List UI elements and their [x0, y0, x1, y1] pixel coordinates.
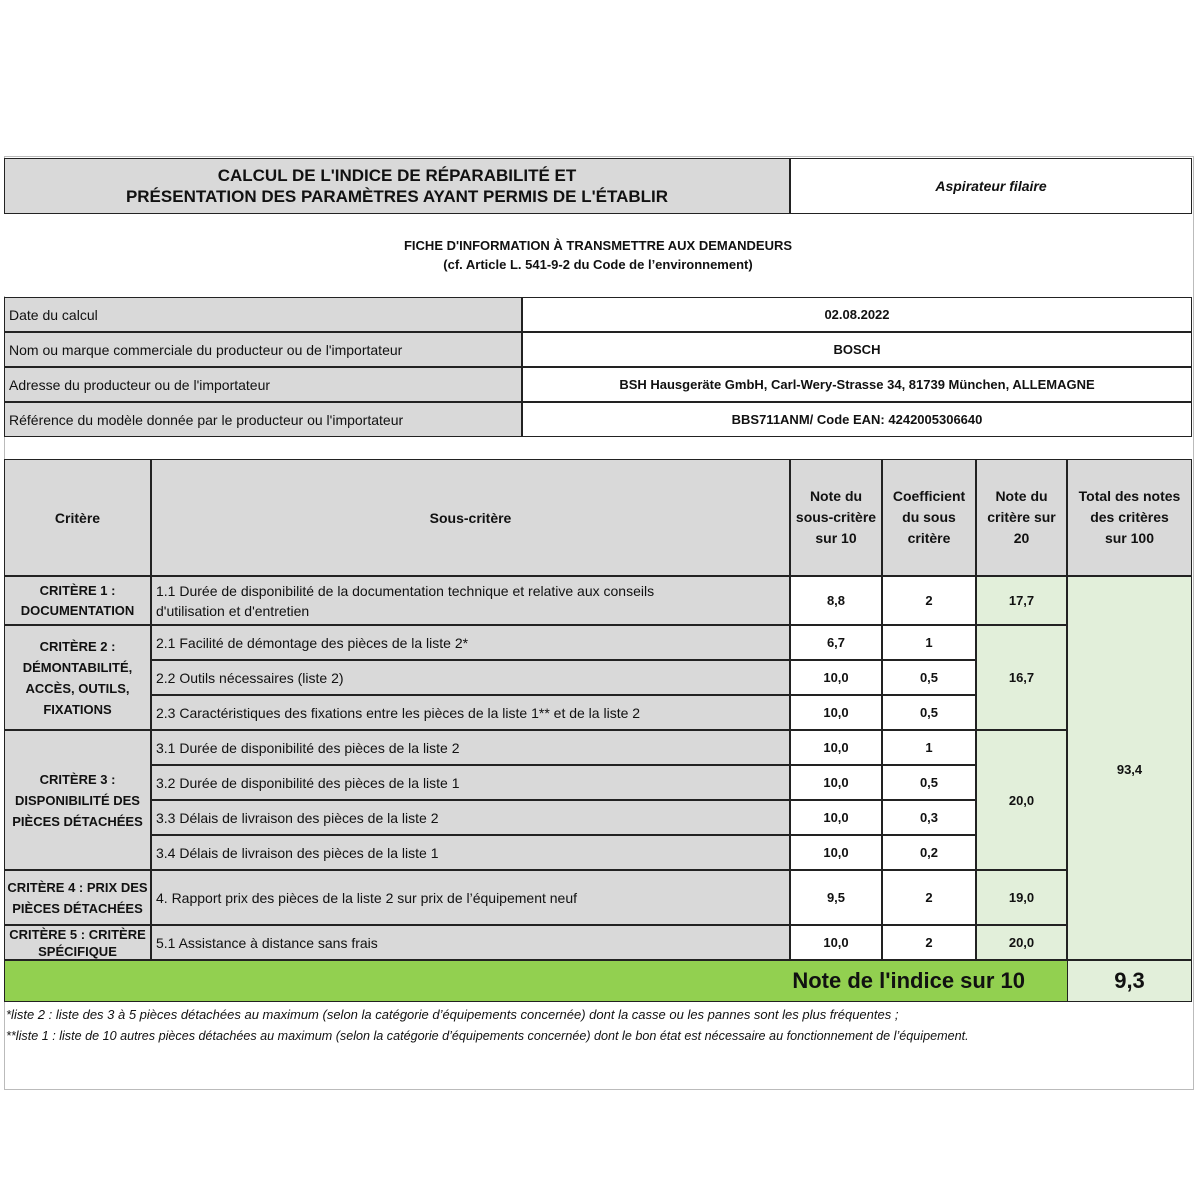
coef-3-4: 0,2 [882, 835, 976, 870]
product-type: Aspirateur filaire [790, 158, 1192, 214]
subtitle-line2: (cf. Article L. 541-9-2 du Code de l’environnement) [443, 257, 753, 272]
info-label-brand: Nom ou marque commerciale du producteur ou de l'importateur [4, 332, 522, 367]
criterion-3-note: 20,0 [976, 730, 1067, 870]
subcriterion-1-1: 1.1 Durée de disponibilité de la documentation technique et relative aux conseils d'utilisation et d'entretien [151, 576, 790, 625]
main-title [4, 158, 790, 214]
subcriterion-5-1: 5.1 Assistance à distance sans frais [151, 925, 790, 960]
main-title-line1: CALCUL DE L'INDICE DE RÉPARABILITÉ ET [217, 166, 577, 185]
total-score: 93,4 [1067, 576, 1192, 960]
subnote-5-1: 10,0 [790, 925, 882, 960]
main-title-line2: PRÉSENTATION DES PARAMÈTRES AYANT PERMIS DE L'ÉTABLIR [125, 187, 669, 206]
final-index-value: 9,3 [1067, 960, 1192, 1002]
criterion-2-note: 16,7 [976, 625, 1067, 730]
criterion-3-name: CRITÈRE 3 : DISPONIBILITÉ DES PIÈCES DÉTACHÉES [4, 730, 151, 870]
final-index-label: Note de l'indice sur 10 [792, 968, 1025, 993]
header-note-sous-critere: Note du sous-critère sur 10 [790, 459, 882, 576]
info-value-date: 02.08.2022 [522, 297, 1192, 332]
coef-3-3: 0,3 [882, 800, 976, 835]
subnote-3-4: 10,0 [790, 835, 882, 870]
footnote-liste-2: *liste 2 : liste des 3 à 5 pièces détachées au maximum (selon la catégorie d’équipements concernée) dont la casse ou les pannes sont les plus fréquentes ; [6, 1007, 899, 1022]
criterion-5-note: 20,0 [976, 925, 1067, 960]
criterion-1-name: CRITÈRE 1 : DOCUMENTATION [4, 576, 151, 625]
coef-3-2: 0,5 [882, 765, 976, 800]
header-critere: Critère [4, 459, 151, 576]
info-label-model: Référence du modèle donnée par le producteur ou l'importateur [4, 402, 522, 437]
subnote-3-1: 10,0 [790, 730, 882, 765]
subnote-3-2: 10,0 [790, 765, 882, 800]
subcriterion-2-2: 2.2 Outils nécessaires (liste 2) [151, 660, 790, 695]
coef-5-1: 2 [882, 925, 976, 960]
criterion-1-note: 17,7 [976, 576, 1067, 625]
coef-2-2: 0,5 [882, 660, 976, 695]
header-total: Total des notes des critères sur 100 [1067, 459, 1192, 576]
subnote-4: 9,5 [790, 870, 882, 925]
info-value-brand: BOSCH [522, 332, 1192, 367]
subcriterion-3-3: 3.3 Délais de livraison des pièces de la liste 2 [151, 800, 790, 835]
criterion-2-name: CRITÈRE 2 : DÉMONTABILITÉ, ACCÈS, OUTILS, FIXATIONS [4, 625, 151, 730]
subcriterion-4: 4. Rapport prix des pièces de la liste 2 sur prix de l’équipement neuf [151, 870, 790, 925]
subcriterion-3-2: 3.2 Durée de disponibilité des pièces de la liste 1 [151, 765, 790, 800]
header-note-critere: Note du critère sur 20 [976, 459, 1067, 576]
coef-2-3: 0,5 [882, 695, 976, 730]
coef-3-1: 1 [882, 730, 976, 765]
header-coefficient: Coefficient du sous critère [882, 459, 976, 576]
subtitle-line1: FICHE D'INFORMATION À TRANSMETTRE AUX DEMANDEURS [403, 238, 793, 253]
info-value-model: BBS711ANM/ Code EAN: 4242005306640 [522, 402, 1192, 437]
coef-1-1: 2 [882, 576, 976, 625]
info-value-address: BSH Hausgeräte GmbH, Carl-Wery-Strasse 34, 81739 München, ALLEMAGNE [522, 367, 1192, 402]
footnote-liste-1: **liste 1 : liste de 10 autres pièces détachées au maximum (selon la catégorie d’équipements concernée) dont le bon état est nécessaire au fonctionnement de l’équipement. [6, 1029, 969, 1043]
subcriterion-3-1: 3.1 Durée de disponibilité des pièces de la liste 2 [151, 730, 790, 765]
header-sous-critere: Sous-critère [151, 459, 790, 576]
subcriterion-3-4: 3.4 Délais de livraison des pièces de la liste 1 [151, 835, 790, 870]
info-label-address: Adresse du producteur ou de l'importateur [4, 367, 522, 402]
coef-4: 2 [882, 870, 976, 925]
subnote-1-1: 8,8 [790, 576, 882, 625]
subnote-3-3: 10,0 [790, 800, 882, 835]
subnote-2-2: 10,0 [790, 660, 882, 695]
criterion-5-name: CRITÈRE 5 : CRITÈRE SPÉCIFIQUE [4, 925, 151, 960]
criterion-4-name: CRITÈRE 4 : PRIX DES PIÈCES DÉTACHÉES [4, 870, 151, 925]
info-label-date: Date du calcul [4, 297, 522, 332]
subnote-2-1: 6,7 [790, 625, 882, 660]
subnote-2-3: 10,0 [790, 695, 882, 730]
subtitle [4, 214, 1192, 296]
subcriterion-2-3: 2.3 Caractéristiques des fixations entre les pièces de la liste 1** et de la liste 2 [151, 695, 790, 730]
coef-2-1: 1 [882, 625, 976, 660]
criterion-4-note: 19,0 [976, 870, 1067, 925]
subcriterion-2-1: 2.1 Facilité de démontage des pièces de la liste 2* [151, 625, 790, 660]
